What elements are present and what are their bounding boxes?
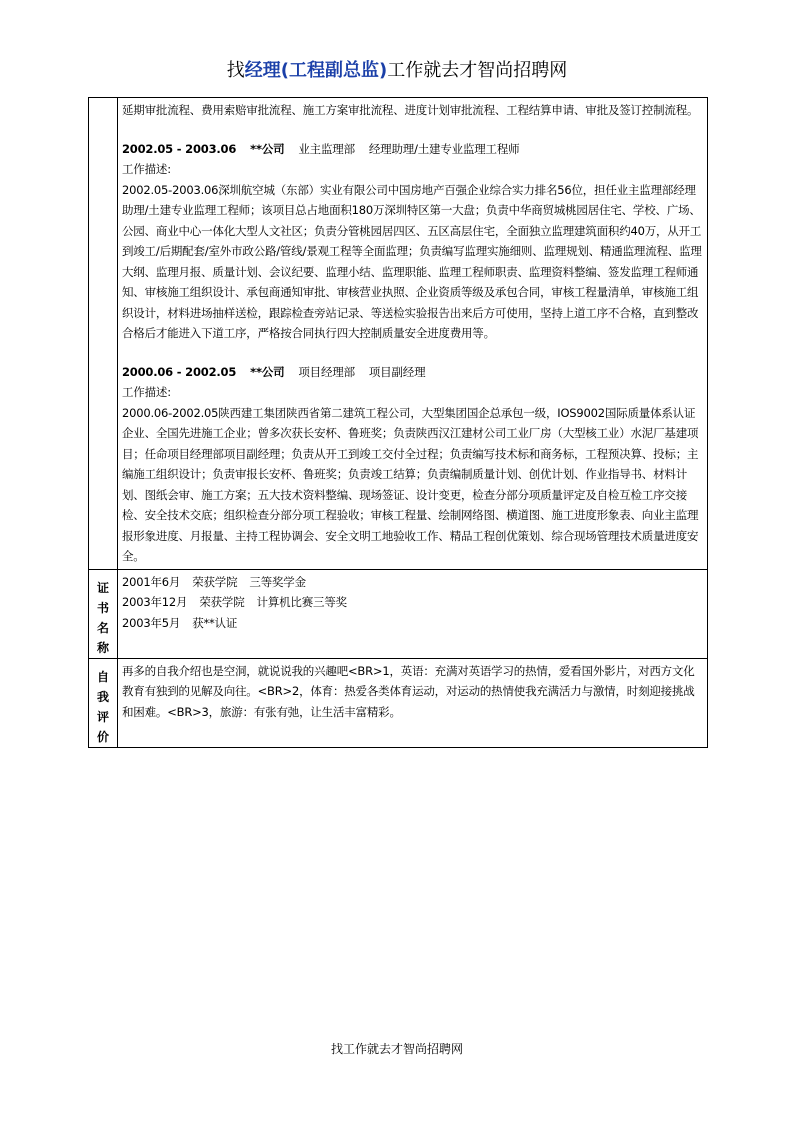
certificate-date: 2003年12月 — [122, 595, 188, 609]
label-char: 评 — [96, 709, 109, 724]
self-evaluation-row — [89, 658, 708, 747]
certificate-date: 2003年5月 — [122, 615, 181, 630]
label-char: 称 — [96, 640, 109, 655]
title-prefix: 找 — [226, 60, 245, 81]
label-char: 我 — [96, 689, 109, 704]
certificate-org: 获**认证 — [192, 615, 238, 630]
certificates-label — [89, 569, 118, 658]
work-label-cell — [89, 98, 118, 570]
job-department: 业主监理部 — [298, 141, 355, 156]
label-char: 价 — [96, 729, 109, 744]
self-evaluation-label — [89, 658, 118, 747]
job-company: **公司 — [250, 364, 285, 379]
resume-table — [88, 97, 708, 748]
label-char: 自 — [96, 669, 109, 684]
label-char: 书 — [96, 600, 109, 615]
job-period: 2000.06 - 2002.05 — [122, 364, 237, 379]
work-experience-row — [89, 98, 708, 570]
certificate-item — [122, 613, 704, 634]
certificates-row — [89, 569, 708, 658]
job-desc-label: 工作描述: — [122, 162, 171, 176]
certificate-item — [122, 592, 704, 613]
job-description: 2000.06-2002.05陕西建工集团陕西省第二建筑工程公司，大型集团国企总承包一级，IOS9002国际质量体系认证企业、全国先进施工企业；曾多次获长安杯、鲁班奖；负责陕西汉江建材公司工业厂房（大型核工业）水泥厂基建项目；任命项目经理部项目副经理；负责从开工到竣工交付全过程；负责编写技术标和商务标，工程预决算、投标；主编施工组织设计；负责审报长安杯、鲁班奖；负责竣工结算；负责编制质量计划、创优计划、作业指导书、材料计划、图纸会审、施工方案；五大技术资料整编、现场签证、设计变更，检查分部分项质量评定及自检互检工序交接检、安全技术交底；组织检查分部分项工程验收；审核工程量、绘制网络图、横道图、施工进度形象表、向业主监理报形象进度、月报量、主持工程协调会、安全文明工地验收工作、精品工程创优策划、综合现场管理技术质量进度安全。 — [122, 405, 699, 563]
job-description: 2002.05-2003.06深圳航空城（东部）实业有限公司中国房地产百强企业综合实力排名56位，担任业主监理部经理助理/土建专业监理工程师；该项目总占地面积180万深圳特区第一大盘；负责中华商贸城桃园居住宅、学校、广场、公园、商业中心一体化大型人文社区；负责分管桃园居四区、五区高层住宅，全面独立监理建筑面积约40万，从开工到竣工/后期配套/室外市政公路/管线/景观工程等全面监理；负责编写监理实施细则、监理规划、精通监理流程、监理大纲、监理月报、质量计划、会议纪要、监理小结、监理职能、监理工程师职责、监理资料整编、签发监理工程师通知、审核施工组织设计、承包商通知审批、审核营业执照、企业资质等级及承包合同，审核工程量清单，审核施工组织设计，材料进场抽样送检，跟踪检查旁站记录、等送检实验报告出来后方可使用，坚持上道工序不合格，直到整改合格后才能进入下道工序，严格按合同执行四大控制质量安全进度费用等。 — [122, 182, 702, 340]
label-char: 证 — [96, 580, 109, 595]
page-footer: 找工作就去才智尚招聘网 — [330, 1042, 463, 1056]
job-header — [122, 139, 704, 160]
label-char: 名 — [96, 620, 109, 635]
job-header — [122, 362, 704, 383]
work-content-cell — [118, 98, 708, 570]
certificate-org: 荣获学院 — [199, 595, 245, 609]
certificate-org: 荣获学院 — [192, 574, 238, 589]
job-department: 项目经理部 — [298, 364, 355, 379]
certificate-award: 三等奖学金 — [249, 574, 306, 589]
self-evaluation-text: 再多的自我介绍也是空洞，就说说我的兴趣吧<BR>1，英语：充满对英语学习的热情，爱看国外影片，对西方文化教育有独到的见解及向往。<BR>2，体育：热爱各类体育运动，对运动的热情使我充满活力与激情，时刻迎接挑战和困难。<BR>3，旅游：有张有弛，让生活丰富精彩。 — [122, 663, 695, 719]
job-desc-label: 工作描述: — [122, 385, 171, 399]
title-highlight: 经理(工程副总监) — [244, 60, 388, 81]
job-period: 2002.05 - 2003.06 — [122, 141, 237, 156]
job-position: 项目副经理 — [368, 364, 426, 379]
self-evaluation-content — [118, 658, 708, 747]
certificate-award: 计算机比赛三等奖 — [256, 595, 347, 609]
title-suffix: 工作就去才智尚招聘网 — [387, 60, 568, 81]
page-title — [0, 58, 794, 84]
job-company: **公司 — [250, 141, 285, 156]
work-intro: 延期审批流程、费用索赔审批流程、施工方案审批流程、进度计划审批流程、工程结算申请、审批及签订控制流程。 — [122, 103, 699, 117]
certificates-content — [118, 569, 708, 658]
job-position: 经理助理/土建专业监理工程师 — [368, 141, 520, 156]
certificate-item — [122, 572, 704, 593]
certificate-date: 2001年6月 — [122, 574, 181, 589]
